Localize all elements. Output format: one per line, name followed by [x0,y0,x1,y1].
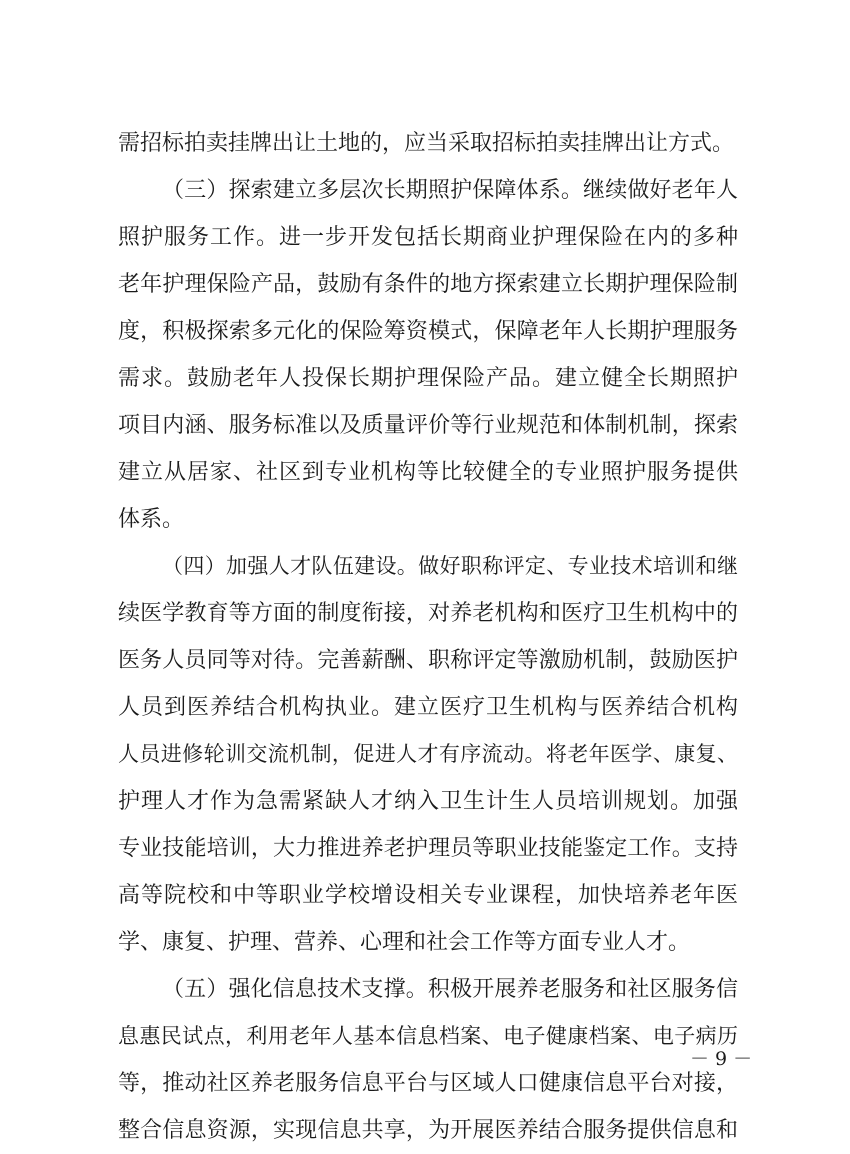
text-line: 医务人员同等对待。完善薪酬、职称评定等激励机制，鼓励医护 [118,648,738,673]
text-line: 护理人才作为急需紧缺人才纳入卫生计生人员培训规划。加强 [118,789,738,814]
text-line: （三）探索建立多层次长期照护保障体系。继续做好老年人 [162,178,738,203]
text-line: 专业技能培训，大力推进养老护理员等职业技能鉴定工作。支持 [118,836,738,861]
text-line: 体系。 [118,507,185,532]
text-line: 等，推动社区养老服务信息平台与区域人口健康信息平台对接， [118,1071,738,1096]
text-line: 需招标拍卖挂牌出让土地的，应当采取招标拍卖挂牌出让方式。 [118,131,735,156]
text-line: 高等院校和中等职业学校增设相关专业课程，加快培养老年医 [118,883,738,908]
text-line: （四）加强人才队伍建设。做好职称评定、专业技术培训和继 [162,554,738,578]
text-line: 照护服务工作。进一步开发包括长期商业护理保险在内的多种 [118,225,738,250]
text-line: 人员到医养结合机构执业。建立医疗卫生机构与医养结合机构 [118,695,738,720]
text-line: 项目内涵、服务标准以及质量评价等行业规范和体制机制，探索 [118,413,738,438]
text-line: 建立从居家、社区到专业机构等比较健全的专业照护服务提供 [118,460,738,485]
text-line: 需求。鼓励老年人投保长期护理保险产品。建立健全长期照护 [118,366,738,391]
document-body [118,120,738,1154]
text-line: 老年护理保险产品，鼓励有条件的地方探索建立长期护理保险制 [118,272,738,297]
text-line: 续医学教育等方面的制度衔接，对养老机构和医疗卫生机构中的 [118,601,738,626]
text-line: 学、康复、护理、营养、心理和社会工作等方面专业人才。 [118,930,691,955]
text-line: 整合信息资源，实现信息共享，为开展医养结合服务提供信息和 [118,1118,738,1143]
text-line: 息惠民试点，利用老年人基本信息档案、电子健康档案、电子病历 [118,1024,738,1048]
text-line: 人员进修轮训交流机制，促进人才有序流动。将老年医学、康复、 [118,742,738,766]
text-line: 度，积极探索多元化的保险筹资模式，保障老年人长期护理服务 [118,319,738,344]
text-line: （五）强化信息技术支撑。积极开展养老服务和社区服务信 [162,977,738,1002]
page-number: － 9 － [690,1048,753,1070]
